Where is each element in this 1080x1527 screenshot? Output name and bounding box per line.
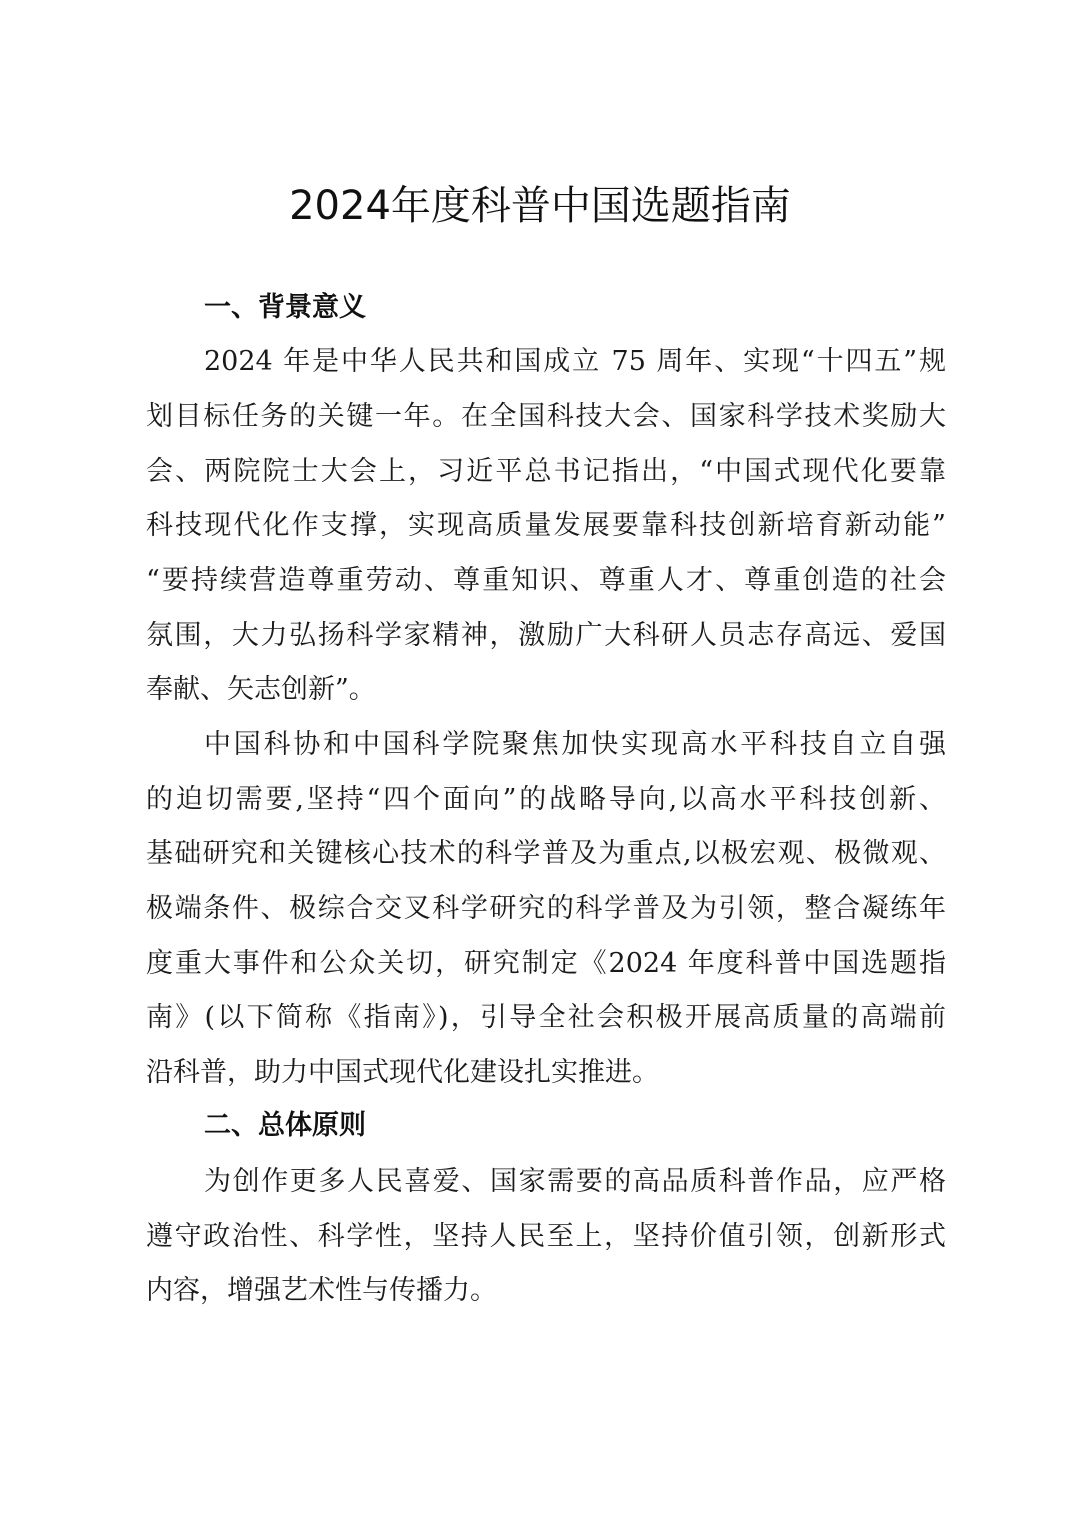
paragraph-line: 科技现代化作支撑，实现高质量发展要靠科技创新培育新动能” — [146, 510, 946, 541]
paragraph-line: 基础研究和关键核心技术的科学普及为重点,以极宏观、极微观、 — [146, 838, 946, 869]
document-title: 2024年度科普中国选题指南 — [289, 183, 791, 229]
paragraph-line: 南》(以下简称《指南》)，引导全社会积极开展高质量的高端前 — [146, 1002, 946, 1033]
paragraph-line: 遵守政治性、科学性，坚持人民至上，坚持价值引领，创新形式 — [146, 1221, 946, 1252]
paragraph-line: 度重大事件和公众关切，研究制定《2024 年度科普中国选题指 — [146, 948, 946, 979]
paragraph-line: 氛围，大力弘扬科学家精神，激励广大科研人员志存高远、爱国 — [146, 620, 946, 651]
paragraph-line: 沿科普，助力中国式现代化建设扎实推进。 — [146, 1057, 659, 1088]
paragraph-line: 划目标任务的关键一年。在全国科技大会、国家科学技术奖励大 — [146, 401, 946, 432]
paragraph-line: 中国科协和中国科学院聚焦加快实现高水平科技自立自强 — [204, 729, 946, 760]
section-heading-principles: 二、总体原则 — [204, 1110, 366, 1141]
paragraph-line: 内容，增强艺术性与传播力。 — [146, 1275, 497, 1306]
paragraph-line: 2024 年是中华人民共和国成立 75 周年、实现“十四五”规 — [204, 346, 946, 377]
section-heading-background: 一、背景意义 — [204, 292, 366, 323]
paragraph-line: 为创作更多人民喜爱、国家需要的高品质科普作品，应严格 — [204, 1166, 946, 1197]
paragraph-line: “要持续营造尊重劳动、尊重知识、尊重人才、尊重创造的社会 — [146, 565, 946, 596]
paragraph-line: 奉献、矢志创新”。 — [146, 674, 376, 705]
paragraph-line: 会、两院院士大会上，习近平总书记指出，“中国式现代化要靠 — [146, 456, 946, 487]
paragraph-line: 极端条件、极综合交叉科学研究的科学普及为引领，整合凝练年 — [146, 893, 946, 924]
paragraph-line: 的迫切需要,坚持“四个面向”的战略导向,以高水平科技创新、 — [146, 784, 946, 815]
